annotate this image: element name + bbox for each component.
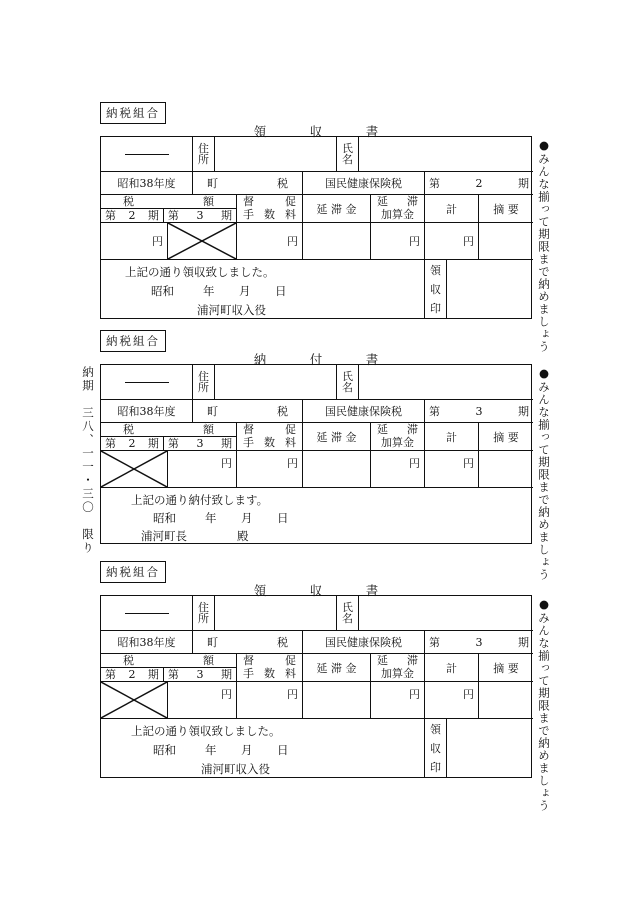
address-field[interactable]	[215, 596, 337, 631]
installment-period: 第 2 期	[425, 172, 533, 195]
tax-amount-header: 税 額 第 2 期 第 3 期	[101, 423, 237, 451]
tax-name: 国民健康保険税	[303, 631, 425, 654]
period3-amount: 円	[168, 682, 237, 719]
remarks-field	[479, 451, 533, 488]
period2-amount: 円	[101, 223, 168, 260]
payment-message: 上記の通り納付致します。	[131, 493, 269, 507]
total-amount: 円	[425, 682, 479, 719]
installment-period: 第 3 期	[425, 631, 533, 654]
surcharge-header: 延 滞 加算金	[371, 654, 425, 682]
date-line: 昭和 年 月 日	[153, 511, 289, 525]
payment-message-area	[101, 488, 533, 543]
receipt-message: 上記の通り領収致しました。	[125, 265, 275, 279]
late-fee-header: 延 滞 金	[303, 654, 371, 682]
name-label: 氏 名	[337, 137, 359, 172]
receipt-message-area	[101, 260, 425, 318]
surcharge-amount: 円	[371, 682, 425, 719]
total-amount: 円	[425, 451, 479, 488]
fiscal-year: 昭和38年度	[101, 172, 193, 195]
stamp-label: 領 収 印	[425, 260, 447, 318]
fee-header: 督 促 手 数 料	[237, 423, 303, 451]
stamp-label: 領 収 印	[425, 719, 447, 777]
tax-association-label: 納税組合	[100, 561, 166, 583]
surcharge-header: 延 滞 加算金	[371, 423, 425, 451]
fee-header: 督 促 手 数 料	[237, 654, 303, 682]
surcharge-amount: 円	[371, 223, 425, 260]
fee-amount: 円	[237, 682, 303, 719]
date-line: 昭和 年 月 日	[153, 743, 289, 757]
receipt-table	[100, 136, 532, 319]
fee-amount: 円	[237, 223, 303, 260]
form-title: 納 付 書	[253, 352, 379, 367]
slogan-3: ●みんな揃って期限まで納めましょう	[537, 597, 551, 812]
total-header: 計	[425, 195, 479, 223]
receipt-table	[100, 595, 532, 778]
town-tax-label: 町 税	[193, 400, 303, 423]
fee-header: 督 促 手 数 料	[237, 195, 303, 223]
payment-deadline: 納期 三八、一一・三〇 限り	[81, 366, 95, 555]
surcharge-header: 延 滞 加算金	[371, 195, 425, 223]
stamp-field	[447, 260, 533, 318]
late-fee-header: 延 滞 金	[303, 423, 371, 451]
name-blank	[101, 137, 193, 172]
date-line: 昭和 年 月 日	[151, 284, 287, 298]
payment-table	[100, 364, 532, 544]
surcharge-amount: 円	[371, 451, 425, 488]
name-field[interactable]	[359, 365, 533, 400]
name-blank	[101, 596, 193, 631]
late-fee-header: 延 滞 金	[303, 195, 371, 223]
tax-name: 国民健康保険税	[303, 172, 425, 195]
name-label: 氏 名	[337, 365, 359, 400]
total-header: 計	[425, 423, 479, 451]
tax-amount-header: 税 額 第 2 期 第 3 期	[101, 654, 237, 682]
remarks-header: 摘 要	[479, 195, 533, 223]
late-fee-amount	[303, 223, 371, 260]
fee-amount: 円	[237, 451, 303, 488]
remarks-field	[479, 223, 533, 260]
tax-association-label: 納税組合	[100, 330, 166, 352]
installment-period: 第 3 期	[425, 400, 533, 423]
treasurer: 浦河町収入役	[201, 762, 270, 776]
period2-crossed-out	[101, 682, 168, 719]
tax-amount-header: 税 額 第 2 期 第 3 期	[101, 195, 237, 223]
stamp-field	[447, 719, 533, 777]
town-tax-label: 町 税	[193, 172, 303, 195]
receipt-message: 上記の通り領収致しました。	[131, 724, 281, 738]
period3-amount: 円	[168, 451, 237, 488]
period3-crossed-out	[168, 223, 237, 260]
remarks-header: 摘 要	[479, 654, 533, 682]
tax-association-label: 納税組合	[100, 102, 166, 124]
name-blank	[101, 365, 193, 400]
remarks-header: 摘 要	[479, 423, 533, 451]
total-header: 計	[425, 654, 479, 682]
slogan-2: ●みんな揃って期限まで納めましょう	[537, 366, 551, 581]
name-field[interactable]	[359, 137, 533, 172]
address-label: 住 所	[193, 596, 215, 631]
form-title: 領 収 書	[253, 583, 379, 598]
receipt-message-area	[101, 719, 425, 777]
address-label: 住 所	[193, 137, 215, 172]
form-title: 領 収 書	[253, 124, 379, 139]
address-field[interactable]	[215, 137, 337, 172]
town-tax-label: 町 税	[193, 631, 303, 654]
address-label: 住 所	[193, 365, 215, 400]
mayor-line: 浦河町長 殿	[141, 529, 249, 543]
name-label: 氏 名	[337, 596, 359, 631]
late-fee-amount	[303, 682, 371, 719]
name-field[interactable]	[359, 596, 533, 631]
remarks-field	[479, 682, 533, 719]
total-amount: 円	[425, 223, 479, 260]
tax-name: 国民健康保険税	[303, 400, 425, 423]
period2-crossed-out	[101, 451, 168, 488]
slogan-1: ●みんな揃って期限まで納めましょう	[537, 138, 551, 353]
treasurer: 浦河町収入役	[197, 303, 266, 317]
address-field[interactable]	[215, 365, 337, 400]
late-fee-amount	[303, 451, 371, 488]
fiscal-year: 昭和38年度	[101, 400, 193, 423]
fiscal-year: 昭和38年度	[101, 631, 193, 654]
